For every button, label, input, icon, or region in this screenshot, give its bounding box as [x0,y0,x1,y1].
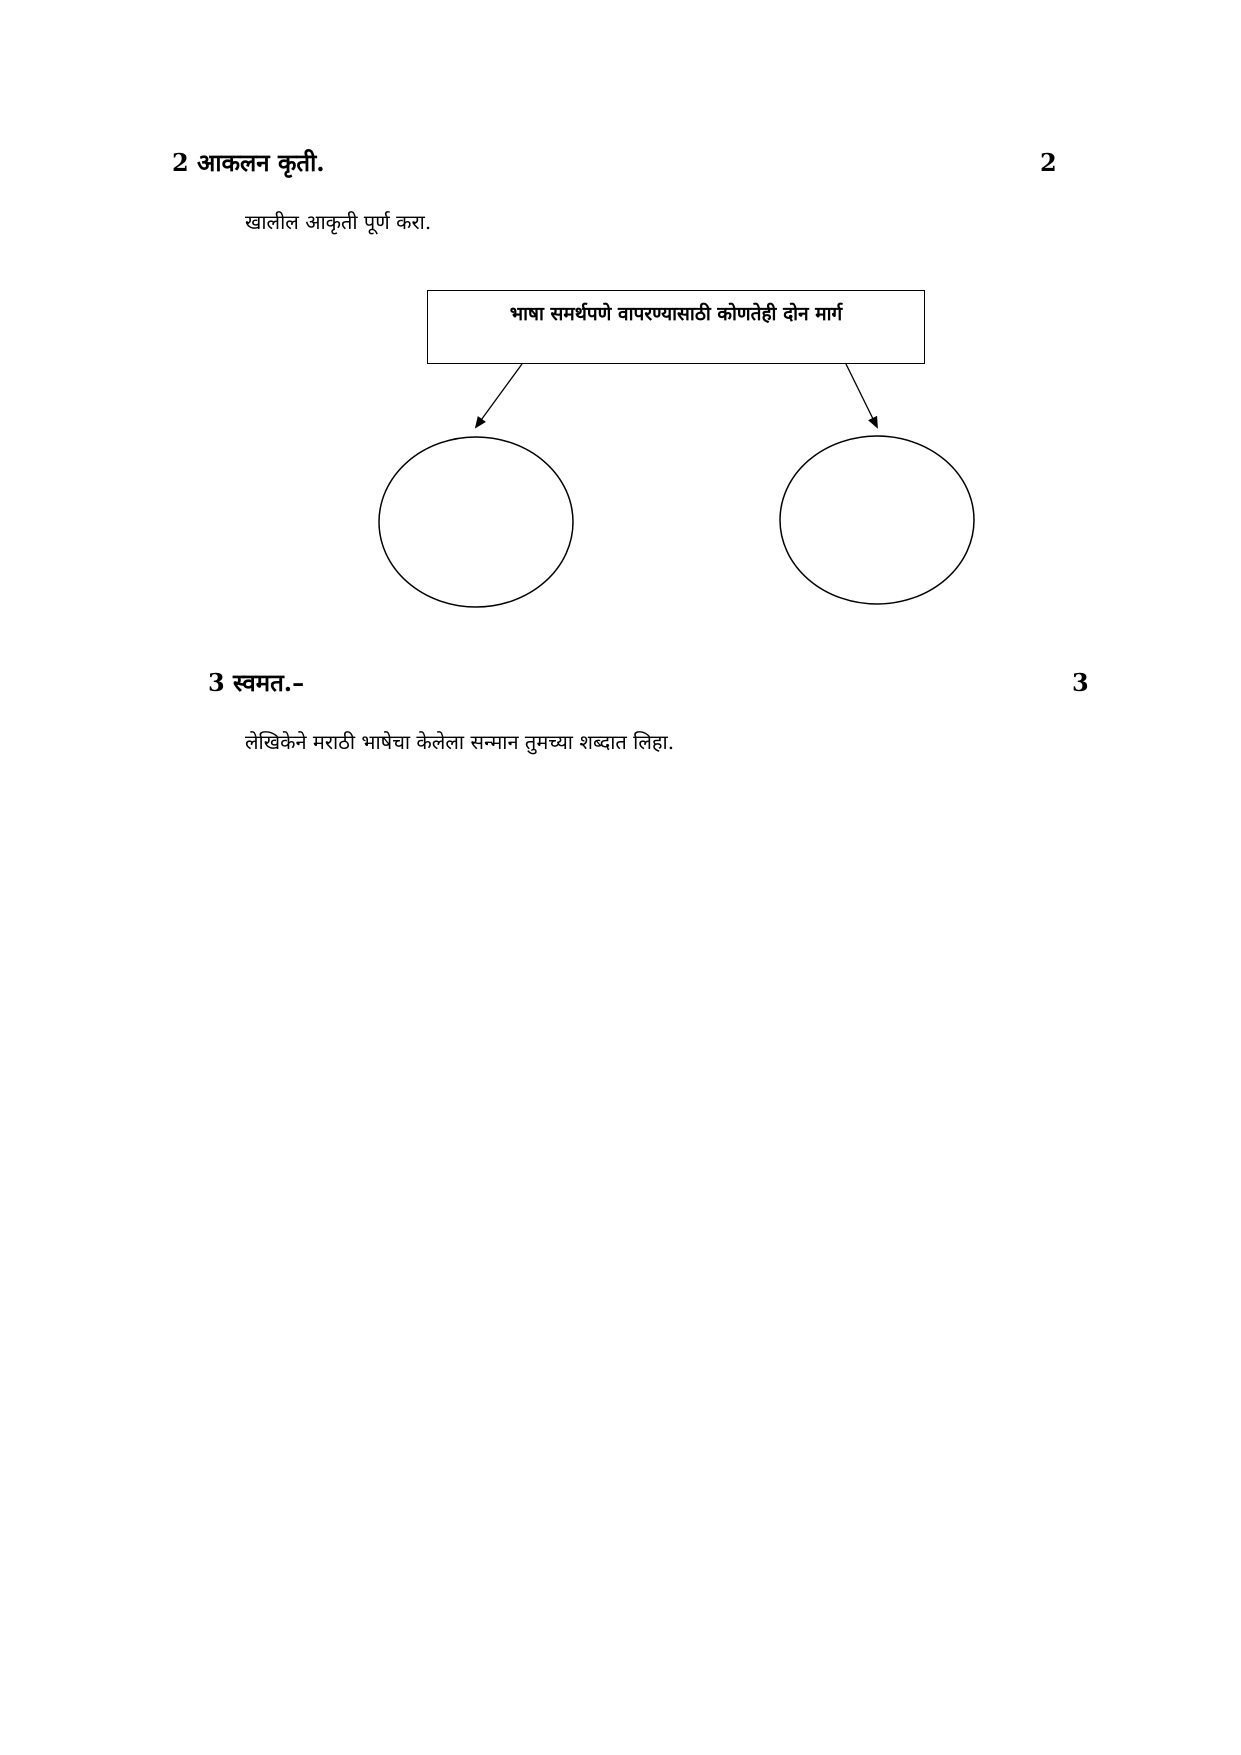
question-2-marks: 2 [1040,148,1057,177]
topic-box-text: भाषा समर्थपणे वापरण्यासाठी कोणतेही दोन मार्ग [509,303,843,325]
question-2-title: 2 आकलन कृती. [172,148,325,177]
question-3-title: 3 स्वमत.– [208,668,305,697]
concept-diagram [370,280,990,620]
question-3-marks: 3 [1072,668,1089,697]
answer-circle-right[interactable] [780,436,974,604]
topic-box [427,290,925,364]
answer-circle-left[interactable] [379,437,573,607]
arrow-left [476,364,522,427]
arrow-right [846,364,877,427]
question-3-instruction: लेखिकेने मराठी भाषेचा केलेला सन्मान तुमच्या शब्दात लिहा. [245,730,675,754]
question-2-instruction: खालील आकृती पूर्ण करा. [245,210,432,234]
